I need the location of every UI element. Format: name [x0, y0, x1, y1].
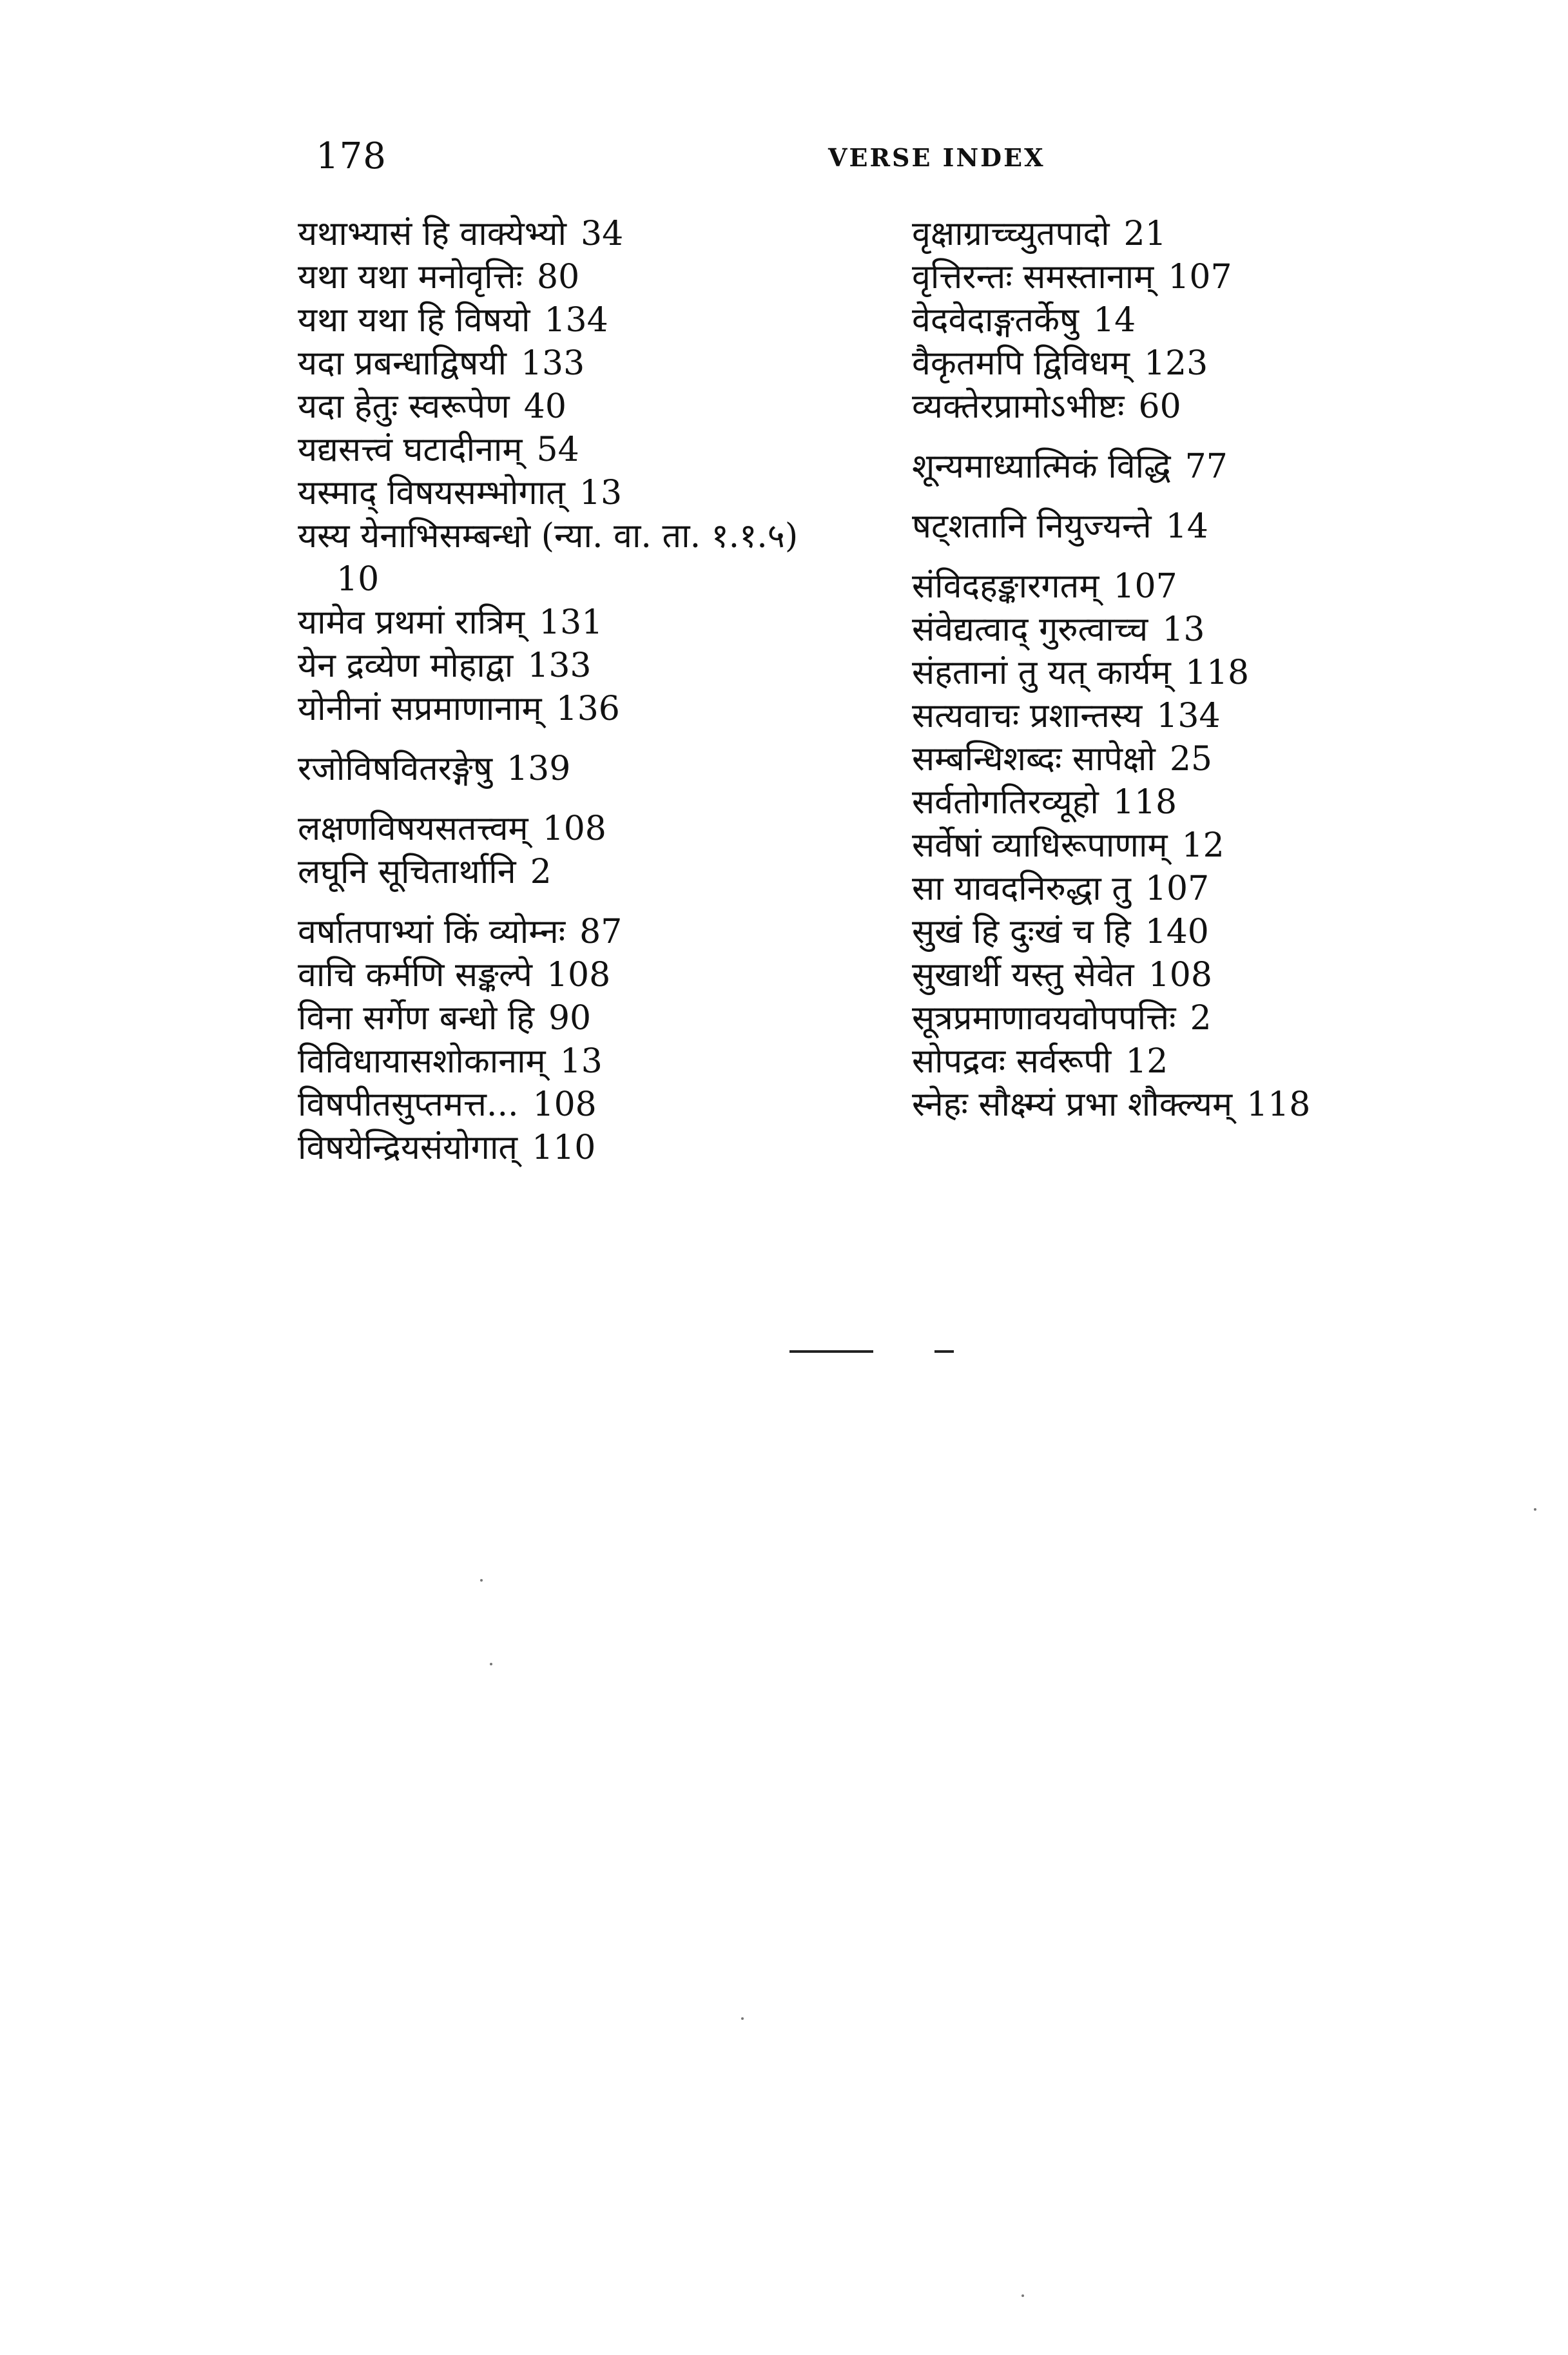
index-entry: संविदहङ्कारगतम् 107: [912, 567, 1177, 606]
index-entry: यथा यथा हि विषयो 134: [298, 301, 608, 340]
index-entry: स्नेहः सौक्ष्म्यं प्रभा शौक्ल्यम् 118: [912, 1085, 1311, 1124]
index-entry: यस्माद् विषयसम्भोगात् 13: [298, 474, 623, 512]
section-gap: [912, 489, 1568, 505]
index-entry: विषयेन्द्रियसंयोगात् 110: [298, 1129, 596, 1167]
index-entry: सम्बन्धिशब्दः सापेक्षो 25: [912, 740, 1212, 779]
index-entry: सोपद्रवः सर्वरूपी 12: [912, 1042, 1168, 1081]
index-entry: सूत्रप्रमाणावयवोपपत्तिः 2: [912, 999, 1212, 1038]
index-entry: यद्यसत्त्वं घटादीनाम् 54: [298, 431, 579, 469]
paper-speck: [1534, 1508, 1536, 1511]
index-entry: संवेद्यत्वाद् गुरुत्वाच्च 13: [912, 610, 1205, 649]
running-head: VERSE INDEX: [828, 143, 1045, 172]
end-rule: [789, 1350, 873, 1353]
index-entry: वाचि कर्मणि सङ्कल्पे 108: [298, 956, 611, 994]
paper-speck: [490, 1663, 492, 1665]
index-entry: विविधायासशोकानाम् 13: [298, 1042, 603, 1081]
index-entry: लघूनि सूचितार्थानि 2: [298, 853, 552, 891]
index-entry: सर्वतोगतिरव्यूहो 118: [912, 783, 1177, 822]
index-entry: वृत्तिरन्तः समस्तानाम् 107: [912, 258, 1232, 296]
index-entry: शून्यमाध्यात्मिकं विद्धि 77: [912, 447, 1228, 486]
index-entry: सुखं हि दुःखं च हि 140: [912, 913, 1209, 951]
index-entry: सर्वेषां व्याधिरूपाणाम् 12: [912, 826, 1224, 865]
index-entry: यदा हेतुः स्वरूपेण 40: [298, 387, 566, 426]
verse-index-left-column: [298, 213, 974, 1170]
index-entry: वैकृतमपि द्विविधम् 123: [912, 344, 1208, 383]
index-entry: यामेव प्रथमां रात्रिम् 131: [298, 603, 603, 642]
index-entry: रजोविषवितरङ्गेषु 139: [298, 750, 571, 788]
section-gap: [298, 731, 974, 748]
paper-speck: [741, 2017, 744, 2020]
index-entry: यथाभ्यासं हि वाक्येभ्यो 34: [298, 215, 624, 253]
index-entry: येन द्रव्येण मोहाद्वा 133: [298, 646, 592, 685]
end-rule-dash: [934, 1350, 954, 1353]
index-entry: सत्यवाचः प्रशान्तस्य 134: [912, 697, 1221, 735]
index-entry: यस्य येनाभिसम्बन्धो (न्या. वा. ता. १.१.५) 10: [298, 517, 799, 599]
index-entry: यदा प्रबन्धाद्विषयी 133: [298, 344, 585, 383]
page-number: 178: [316, 135, 387, 177]
index-entry: संहतानां तु यत् कार्यम् 118: [912, 654, 1250, 692]
paper-speck: [480, 1579, 483, 1582]
index-entry: षट्शतानि नियुज्यन्ते 14: [912, 507, 1208, 546]
verse-index-right-column: [912, 213, 1568, 1127]
index-entry: वेदवेदाङ्गतर्केषु 14: [912, 301, 1136, 340]
index-entry: वर्षातपाभ्यां किं व्योम्नः 87: [298, 913, 623, 951]
section-gap: [912, 429, 1568, 445]
index-entry: यथा यथा मनोवृत्तिः 80: [298, 258, 580, 296]
section-gap: [298, 791, 974, 808]
index-entry: वृक्षाग्राच्च्युतपादो 21: [912, 215, 1166, 253]
index-entry: योनीनां सप्रमाणानाम् 136: [298, 690, 620, 728]
index-entry: विषपीतसुप्तमत्त... 108: [298, 1085, 597, 1124]
index-entry: सा यावदनिरुद्धा तु 107: [912, 869, 1210, 908]
index-entry: लक्षणविषयसतत्त्वम् 108: [298, 809, 606, 848]
index-entry: व्यक्तेरप्रामोऽभीष्टः 60: [912, 387, 1181, 426]
index-entry: सुखार्थी यस्तु सेवेत 108: [912, 956, 1212, 994]
index-entry: विना सर्गेण बन्धो हि 90: [298, 999, 592, 1038]
paper-speck: [1021, 2294, 1024, 2297]
section-gap: [298, 894, 974, 911]
section-gap: [912, 548, 1568, 565]
